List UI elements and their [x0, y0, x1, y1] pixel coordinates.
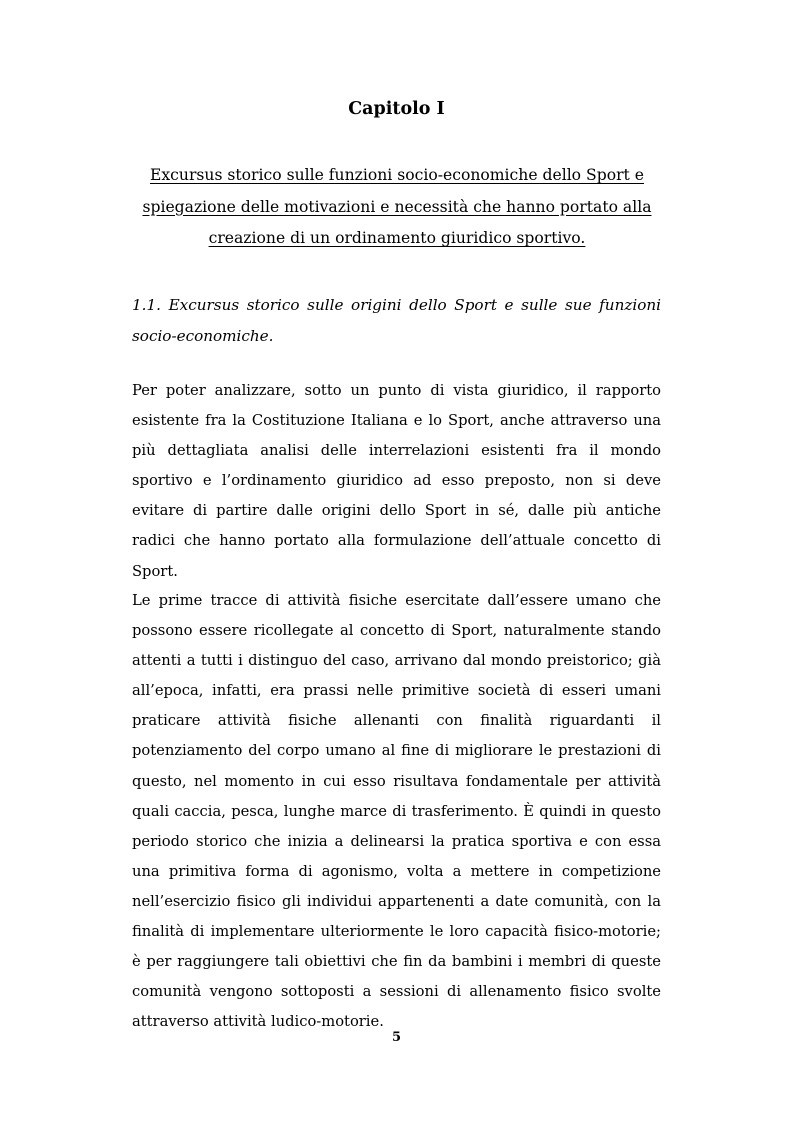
chapter-title: Capitolo I — [348, 99, 445, 119]
body-paragraph: Per poter analizzare, sotto un punto di vista giuridico, il rapporto esistente fra la Costituzione Italiana e lo Sport, anche attraverso una più dettagliata analisi delle interrelazioni esistenti fra il mondo sportivo e l’ordinamento giuridico ad esso preposto, non si deve evitare di partire dalle origini dello Sport in sé, dalle più antiche radici che hanno portato alla formulazione dell’attuale concetto di Sport. — [132, 382, 661, 580]
section-heading: 1.1. Excursus storico sulle origini dello Sport e sulle sue funzioni socio-economiche. — [132, 296, 661, 345]
chapter-subtitle: Excursus storico sulle funzioni socio-economiche dello Sport e spiegazione delle motivazioni e necessità che hanno portato alla creazione di un ordinamento giuridico sportivo. — [142, 166, 652, 247]
body-paragraph: Le prime tracce di attività fisiche esercitate dall’essere umano che possono essere ricollegate al concetto di Sport, naturalmente stando attenti a tutti i distinguo del caso, arrivano dal mondo preistorico; già all’epoca, infatti, era prassi nelle primitive società di esseri umani praticare attività fisiche allenanti con finalità riguardanti il potenziamento del corpo umano al fine di migliorare le prestazioni di questo, nel momento in cui esso risultava fondamentale per attività quali caccia, pesca, lunghe marce di trasferimento. È quindi in questo periodo storico che inizia a delinearsi la pratica sportiva e con essa una primitiva forma di agonismo, volta a mettere in competizione nell’esercizio fisico gli individui appartenenti a date comunità, con la finalità di implementare ulteriormente le loro capacità fisico-motorie; è per raggiungere tali obiettivi che fin da bambini i membri di queste comunità vengono sottoposti a sessioni di allenamento fisico svolte attraverso attività ludico-motorie. — [132, 592, 661, 1031]
page-number: 5 — [391, 1030, 402, 1045]
